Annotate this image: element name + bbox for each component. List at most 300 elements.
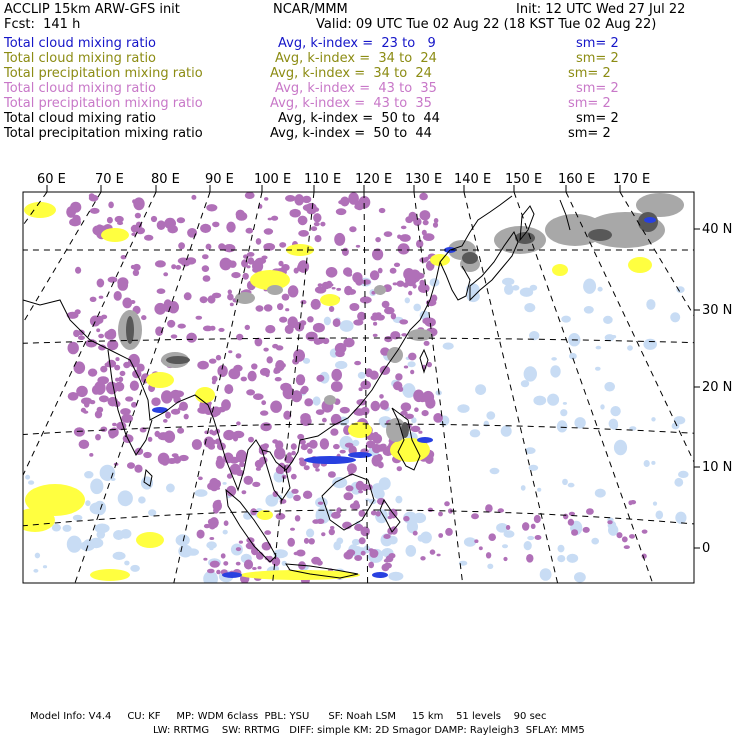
light-cloud-patch <box>558 545 565 553</box>
cloud-patch-magenta <box>248 544 252 549</box>
cloud-patch-magenta <box>79 440 90 449</box>
cloud-patch-magenta <box>135 213 141 219</box>
light-cloud-patch <box>113 530 124 540</box>
cloud-patch-magenta <box>242 490 247 494</box>
cloud-patch-magenta <box>90 297 97 302</box>
light-cloud-patch <box>395 496 402 504</box>
cloud-patch-magenta <box>358 490 363 493</box>
cloud-patch-magenta <box>322 338 329 344</box>
cloud-patch-magenta <box>318 502 324 505</box>
light-cloud-patch <box>604 382 615 392</box>
cloud-patch-magenta <box>165 412 171 419</box>
cloud-patch-magenta <box>354 361 361 365</box>
lon-label: 150 E <box>505 172 543 187</box>
cloud-patch-magenta <box>163 272 168 276</box>
cloud-patch-magenta <box>241 259 248 267</box>
cloud-patch-magenta <box>296 374 305 385</box>
cloud-patch-magenta <box>349 226 356 232</box>
light-cloud-patch <box>487 564 493 569</box>
cloud-patch-magenta <box>333 318 341 327</box>
cloud-patch-magenta <box>300 388 307 395</box>
cloud-patch-magenta <box>197 530 205 539</box>
light-cloud-patch <box>33 569 38 573</box>
light-cloud-patch <box>600 404 604 409</box>
cloud-patch-magenta <box>413 273 424 280</box>
latitude-line <box>0 596 740 620</box>
cloud-patch-magenta <box>270 401 282 413</box>
cloud-patch-magenta <box>260 368 270 376</box>
cloud-patch-magenta <box>287 538 295 547</box>
cloud-patch-magenta <box>118 280 129 291</box>
cloud-patch-magenta <box>622 536 628 542</box>
cloud-patch-magenta <box>89 195 99 202</box>
cloud-patch-magenta <box>112 423 117 426</box>
light-cloud-patch <box>612 335 617 338</box>
cloud-patch-magenta <box>320 222 325 227</box>
lat-label: 30 N <box>702 303 733 318</box>
cloud-patch-magenta <box>390 268 397 274</box>
cloud-patch-magenta <box>203 275 211 282</box>
light-cloud-patch <box>85 500 90 506</box>
forecast-hour: Fcst: 141 h <box>4 17 81 32</box>
cloud-patch-magenta <box>202 265 209 272</box>
light-cloud-patch <box>676 286 684 293</box>
cloud-patch-magenta <box>307 316 314 322</box>
cloud-patch-magenta <box>474 539 478 543</box>
cloud-patch-magenta <box>346 485 354 491</box>
light-cloud-patch <box>335 361 347 369</box>
cloud-patch-magenta <box>224 384 233 394</box>
legend-name: Total precipitation mixing ratio <box>4 96 203 111</box>
cloud-patch-magenta <box>131 265 135 269</box>
light-cloud-patch <box>176 534 190 546</box>
cloud-patch-magenta <box>309 440 318 449</box>
cloud-patch-magenta <box>248 371 257 382</box>
cloud-patch-magenta <box>98 334 104 339</box>
cloud-patch-magenta <box>264 197 268 201</box>
cloud-patch-magenta <box>200 296 208 303</box>
cloud-patch-magenta <box>342 248 349 256</box>
cloud-patch-magenta <box>187 228 197 238</box>
light-cloud-patch <box>644 460 650 467</box>
cloud-patch-magenta <box>173 456 181 464</box>
cloud-patch-magenta <box>488 533 496 541</box>
cloud-patch-magenta <box>243 273 249 280</box>
cloud-patch-magenta <box>248 437 254 443</box>
cloud-patch-magenta <box>171 334 178 338</box>
light-cloud-patch <box>413 304 421 312</box>
cloud-patch-magenta <box>298 230 309 237</box>
cloud-patch-gray <box>267 285 283 295</box>
light-cloud-patch <box>524 303 535 312</box>
light-cloud-patch <box>332 477 347 488</box>
light-cloud-patch <box>67 536 82 553</box>
cloud-patch-magenta <box>422 410 429 416</box>
light-cloud-patch <box>73 515 83 521</box>
cloud-patch-magenta <box>69 218 81 226</box>
light-cloud-patch <box>524 366 537 381</box>
cloud-patch-gray <box>374 285 386 295</box>
cloud-patch-magenta <box>338 200 345 204</box>
legend-sm: sm= 2 <box>576 111 619 126</box>
cloud-patch-magenta <box>206 244 212 250</box>
light-cloud-patch <box>63 525 72 532</box>
cloud-patch-magenta <box>333 444 340 449</box>
cloud-patch-magenta <box>332 287 336 289</box>
light-cloud-patch <box>306 529 314 538</box>
lon-label: 90 E <box>205 172 234 187</box>
cloud-patch-magenta <box>68 342 79 355</box>
cloud-patch-magenta <box>288 285 299 297</box>
cloud-patch-magenta <box>291 443 297 450</box>
cloud-patch-magenta <box>365 368 373 377</box>
cloud-patch-magenta <box>372 444 381 453</box>
cloud-patch-magenta <box>264 304 273 311</box>
cloud-patch-magenta <box>198 477 203 481</box>
cloud-patch-magenta <box>329 306 334 312</box>
cloud-patch-magenta <box>314 222 320 226</box>
light-cloud-patch <box>675 512 686 524</box>
cloud-patch-magenta <box>326 267 338 278</box>
cloud-patch-magenta <box>256 238 262 245</box>
cloud-patch-blue <box>222 572 242 578</box>
cloud-patch-magenta <box>200 224 211 233</box>
cloud-patch-magenta <box>423 233 435 241</box>
light-cloud-patch <box>379 477 391 490</box>
cloud-patch-magenta <box>285 195 296 202</box>
cloud-patch-magenta <box>244 476 254 485</box>
light-cloud-patch <box>475 384 486 395</box>
cloud-patch-magenta <box>383 534 390 539</box>
cloud-patch-magenta <box>143 452 152 458</box>
light-cloud-patch <box>148 509 156 516</box>
light-cloud-patch <box>670 312 680 322</box>
cloud-patch-magenta <box>295 515 301 521</box>
cloud-patch-magenta <box>321 532 325 536</box>
cloud-patch-magenta <box>115 216 124 223</box>
cloud-patch-magenta <box>260 422 271 431</box>
cloud-patch-magenta <box>261 400 266 405</box>
cloud-patch-magenta <box>155 260 166 267</box>
cloud-patch-magenta <box>438 533 443 538</box>
light-cloud-patch <box>463 407 468 410</box>
cloud-patch-magenta <box>371 401 381 411</box>
cloud-patch-magenta <box>373 334 378 337</box>
cloud-patch-magenta <box>298 216 308 226</box>
cloud-patch-magenta <box>227 294 234 301</box>
cloud-patch-magenta <box>368 562 374 569</box>
cloud-patch-magenta <box>252 482 260 487</box>
cloud-patch-magenta <box>378 268 383 274</box>
cloud-patch-magenta <box>428 508 433 512</box>
cloud-patch-magenta <box>275 440 283 450</box>
cloud-patch-magenta <box>261 256 267 260</box>
cloud-patch-magenta <box>607 520 612 524</box>
cloud-patch-magenta <box>66 206 76 218</box>
cloud-patch-magenta <box>361 551 366 556</box>
cloud-patch-magenta <box>420 556 425 560</box>
light-cloud-patch <box>530 285 538 291</box>
lon-label: 100 E <box>254 172 292 187</box>
cloud-patch-yellow <box>101 228 129 242</box>
legend-kindex: Avg, k-index = 23 to 9 <box>278 36 436 51</box>
light-cloud-patch <box>584 306 594 314</box>
cloud-patch-magenta <box>236 210 245 219</box>
light-cloud-patch <box>388 572 403 581</box>
cloud-patch-magenta <box>301 444 308 450</box>
cloud-patch-magenta <box>212 222 219 228</box>
cloud-patch-magenta <box>161 456 170 466</box>
light-cloud-patch <box>358 372 366 379</box>
cloud-patch-magenta <box>379 208 386 213</box>
cloud-patch-magenta <box>279 242 286 248</box>
cloud-patch-magenta <box>287 452 292 457</box>
light-cloud-patch <box>504 284 514 295</box>
cloud-patch-magenta <box>262 542 272 551</box>
cloud-patch-magenta <box>395 373 402 380</box>
cloud-patch-magenta <box>401 226 407 230</box>
cloud-patch-magenta <box>335 350 345 357</box>
cloud-patch-magenta <box>309 538 315 544</box>
cloud-patch-magenta <box>373 322 377 326</box>
cloud-patch-magenta <box>380 366 391 375</box>
cloud-patch-magenta <box>400 234 411 242</box>
cloud-patch-magenta <box>311 299 321 310</box>
light-cloud-patch <box>598 287 603 292</box>
light-cloud-patch <box>550 365 560 377</box>
cloud-patch-magenta <box>133 197 144 210</box>
cloud-patch-magenta <box>73 330 80 337</box>
cloud-patch-magenta <box>362 484 369 491</box>
cloud-patch-magenta <box>96 328 100 332</box>
cloud-patch-magenta <box>380 400 389 410</box>
cloud-patch-magenta <box>503 557 507 561</box>
cloud-patch-magenta <box>75 309 81 314</box>
org-label: NCAR/MMM <box>273 2 348 17</box>
cloud-patch-magenta <box>106 382 118 395</box>
cloud-patch-magenta <box>148 437 153 442</box>
legend-name: Total precipitation mixing ratio <box>4 66 203 81</box>
cloud-patch-magenta <box>120 371 126 376</box>
cloud-patch-magenta <box>294 268 299 274</box>
cloud-patch-magenta <box>226 222 235 233</box>
cloud-patch-magenta <box>178 407 183 410</box>
cloud-patch-magenta <box>212 293 221 299</box>
light-cloud-patch <box>651 461 655 465</box>
light-cloud-patch <box>282 561 287 566</box>
cloud-patch-magenta <box>522 522 529 531</box>
cloud-patch-magenta <box>583 527 590 533</box>
light-cloud-patch <box>614 440 627 456</box>
light-cloud-patch <box>653 502 657 506</box>
cloud-patch-magenta <box>375 237 381 242</box>
cloud-patch-magenta <box>330 526 334 529</box>
light-cloud-patch <box>521 380 529 387</box>
cloud-patch-magenta <box>360 296 372 303</box>
cloud-patch-magenta <box>230 303 234 307</box>
light-cloud-patch <box>540 568 552 581</box>
light-cloud-patch <box>464 537 476 547</box>
lon-label: 160 E <box>558 172 596 187</box>
cloud-patch-magenta <box>624 545 630 549</box>
lat-label: 20 N <box>702 380 733 395</box>
cloud-patch-magenta <box>563 514 568 520</box>
light-cloud-patch <box>470 429 481 437</box>
cloud-patch-magenta <box>252 260 263 273</box>
cloud-patch-magenta <box>217 456 223 462</box>
lat-label: 0 <box>702 541 711 556</box>
cloud-patch-magenta <box>331 369 342 381</box>
cloud-patch-magenta <box>304 538 309 544</box>
cloud-patch-magenta <box>280 452 284 456</box>
cloud-patch-blue <box>644 217 656 223</box>
light-cloud-patch <box>113 552 126 560</box>
cloud-patch-magenta <box>218 328 224 332</box>
cloud-patch-magenta <box>130 381 139 391</box>
cloud-patch-magenta <box>399 319 408 324</box>
cloud-patch-magenta <box>277 303 283 310</box>
legend-sm: sm= 2 <box>576 36 619 51</box>
cloud-patch-magenta <box>108 202 114 209</box>
light-cloud-patch <box>561 316 571 323</box>
cloud-patch-magenta <box>239 541 243 544</box>
cloud-patch-magenta <box>359 387 363 391</box>
cloud-patch-magenta <box>379 394 384 399</box>
model-info-line1: Model Info: V4.4 CU: KF MP: WDM 6class PBL: YSU SF: Noah LSM 15 km 51 levels 90 sec <box>30 711 547 722</box>
cloud-patch-magenta <box>186 333 197 343</box>
cloud-patch-magenta <box>394 263 400 267</box>
cloud-patch-yellow <box>320 294 340 306</box>
cloud-patch-magenta <box>133 270 139 276</box>
cloud-patch-magenta <box>291 451 296 456</box>
light-cloud-patch <box>420 532 432 544</box>
cloud-patch-dark <box>166 356 190 364</box>
light-cloud-patch <box>406 545 417 557</box>
cloud-patch-magenta <box>384 336 392 342</box>
cloud-patch-magenta <box>260 410 268 415</box>
cloud-patch-magenta <box>343 338 354 348</box>
cloud-patch-magenta <box>331 381 343 392</box>
cloud-patch-magenta <box>354 524 363 531</box>
cloud-patch-magenta <box>290 209 301 218</box>
cloud-patch-magenta <box>361 407 370 416</box>
cloud-patch-magenta <box>264 228 273 234</box>
cloud-patch-magenta <box>108 277 118 283</box>
cloud-patch-magenta <box>293 495 301 501</box>
cloud-patch-magenta <box>617 532 623 538</box>
cloud-patch-magenta <box>89 453 93 457</box>
cloud-patch-blue <box>417 437 433 443</box>
light-cloud-patch <box>560 409 567 416</box>
cloud-patch-magenta <box>301 300 307 304</box>
cloud-patch-magenta <box>410 370 414 375</box>
light-cloud-patch <box>521 485 526 491</box>
cloud-patch-magenta <box>315 235 322 242</box>
cloud-patch-yellow <box>15 508 55 532</box>
lat-label: 10 N <box>702 460 733 475</box>
cloud-patch-magenta <box>253 393 264 400</box>
cloud-patch-magenta <box>349 303 359 311</box>
light-cloud-patch <box>562 479 568 485</box>
cloud-patch-magenta <box>208 444 215 450</box>
cloud-patch-magenta <box>177 428 184 434</box>
cloud-patch-magenta <box>184 292 192 300</box>
cloud-patch-magenta <box>356 245 360 248</box>
cloud-patch-magenta <box>418 431 422 434</box>
lon-label: 110 E <box>304 172 342 187</box>
cloud-patch-magenta <box>204 524 210 528</box>
cloud-patch-magenta <box>197 407 209 414</box>
light-cloud-patch <box>324 317 331 326</box>
light-cloud-patch <box>557 555 565 562</box>
cloud-patch-magenta <box>408 291 412 296</box>
cloud-patch-magenta <box>178 242 185 249</box>
cloud-patch-magenta <box>118 377 123 383</box>
cloud-patch-magenta <box>420 210 431 220</box>
cloud-patch-magenta <box>359 537 366 544</box>
cloud-patch-magenta <box>313 213 321 222</box>
cloud-patch-magenta <box>471 513 479 519</box>
cloud-patch-magenta <box>227 454 233 461</box>
cloud-patch-magenta <box>229 261 237 268</box>
cloud-patch-magenta <box>231 272 240 278</box>
legend-sm: sm= 2 <box>568 126 611 141</box>
light-cloud-patch <box>603 316 613 324</box>
cloud-patch-magenta <box>340 407 350 414</box>
light-cloud-patch <box>35 553 40 559</box>
cloud-patch-magenta <box>403 516 409 522</box>
cloud-patch-magenta <box>316 375 324 382</box>
cloud-patch-magenta <box>353 319 363 325</box>
cloud-patch-magenta <box>164 218 176 229</box>
cloud-patch-magenta <box>125 396 133 401</box>
cloud-patch-magenta <box>445 528 453 536</box>
cloud-patch-magenta <box>92 226 102 236</box>
cloud-patch-magenta <box>221 553 226 558</box>
cloud-patch-magenta <box>216 500 221 503</box>
cloud-patch-magenta <box>122 298 132 309</box>
light-cloud-patch <box>486 411 495 420</box>
cloud-patch-magenta <box>216 355 221 361</box>
cloud-patch-magenta <box>207 569 215 574</box>
legend-kindex: Avg, k-index = 34 to 24 <box>270 66 432 81</box>
light-cloud-patch <box>651 417 655 421</box>
legend-kindex: Avg, k-index = 50 to 44 <box>278 111 440 126</box>
lon-label: 130 E <box>405 172 443 187</box>
cloud-patch-magenta <box>397 466 402 471</box>
cloud-patch-yellow <box>136 532 164 548</box>
cloud-patch-magenta <box>209 537 214 540</box>
cloud-patch-magenta <box>355 277 363 286</box>
cloud-patch-magenta <box>506 525 510 530</box>
cloud-patch-magenta <box>586 508 594 515</box>
cloud-patch-magenta <box>397 281 405 287</box>
cloud-patch-magenta <box>176 265 182 270</box>
cloud-patch-magenta <box>114 365 120 371</box>
light-cloud-patch <box>501 425 512 436</box>
light-cloud-patch <box>166 484 175 493</box>
cloud-patch-magenta <box>203 558 207 561</box>
legend-name: Total cloud mixing ratio <box>4 51 157 66</box>
cloud-patch-magenta <box>526 554 533 563</box>
lon-label: 60 E <box>37 172 66 187</box>
legend-name: Total cloud mixing ratio <box>4 81 157 96</box>
cloud-patch-magenta <box>346 273 353 277</box>
cloud-patch-magenta <box>322 418 327 423</box>
light-cloud-patch <box>52 524 61 532</box>
cloud-patch-magenta <box>642 530 648 534</box>
light-cloud-patch <box>527 536 534 540</box>
